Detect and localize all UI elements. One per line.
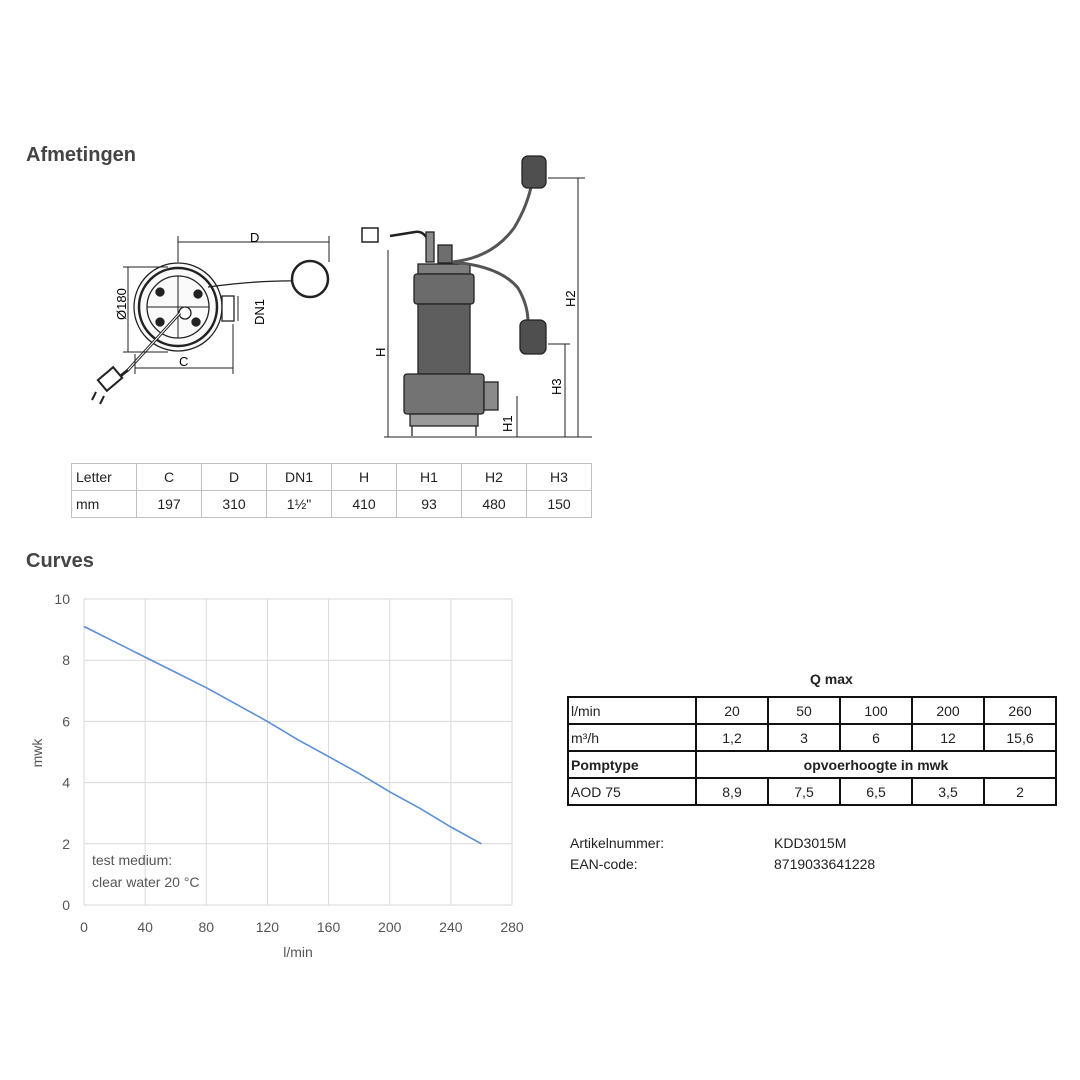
dim-value-cell: 480 [462, 491, 527, 518]
y-tick-label: 8 [62, 652, 70, 669]
x-tick-label: 280 [500, 919, 524, 935]
qmax-row-pomptype [568, 751, 1056, 778]
x-tick-label: 120 [255, 919, 280, 935]
qmax-cell: 3,5 [912, 778, 984, 805]
ean-value: 8719033641228 [774, 856, 876, 872]
dimensions-heading: Afmetingen [26, 144, 136, 166]
y-tick-label: 2 [62, 835, 70, 852]
label-h1: H1 [500, 415, 515, 432]
qmax-row-m3h [568, 724, 1056, 751]
qmax-cell: 7,5 [768, 778, 840, 805]
dim-header-cell: DN1 [267, 464, 332, 491]
qmax-cell: 6 [840, 724, 912, 751]
qmax-cell: 260 [984, 697, 1056, 724]
qmax-cell: 3 [768, 724, 840, 751]
qmax-cell: 200 [912, 697, 984, 724]
dim-header-cell: C [137, 464, 202, 491]
dim-value-cell: 310 [202, 491, 267, 518]
qmax-cell: 1,2 [696, 724, 768, 751]
qmax-title: Q max [810, 671, 853, 687]
label-h: H [373, 347, 388, 357]
y-tick-label: 4 [62, 774, 70, 791]
qmax-cell: 15,6 [984, 724, 1056, 751]
opvoerhoogte-label: opvoerhoogte in mwk [696, 751, 1056, 778]
label-d: D [250, 230, 260, 245]
dim-header-cell: Letter [72, 464, 137, 491]
label-h3: H3 [549, 378, 564, 395]
label-h2: H2 [563, 290, 578, 307]
x-tick-label: 40 [137, 919, 153, 935]
dim-header-cell: H2 [462, 464, 527, 491]
qmax-row-head: m³/h [568, 724, 696, 751]
x-axis-label: l/min [283, 944, 313, 960]
series-line [84, 627, 481, 844]
x-tick-labels [80, 919, 524, 935]
dim-value-cell: mm [72, 491, 137, 518]
chart-annotation-line-1: test medium: [92, 852, 173, 868]
x-tick-label: 160 [316, 919, 341, 935]
dim-value-cell: 150 [527, 491, 592, 518]
curves-heading: Curves [26, 550, 94, 572]
article-number-label: Artikelnummer: [570, 835, 665, 851]
qmax-row-head: l/min [568, 697, 696, 724]
qmax-cell: 50 [768, 697, 840, 724]
qmax-cell: 2 [984, 778, 1056, 805]
article-number-value: KDD3015M [774, 835, 847, 851]
x-tick-label: 200 [378, 919, 402, 935]
qmax-cell: 100 [840, 697, 912, 724]
pomptype-label: Pomptype [568, 751, 696, 778]
y-tick-label: 6 [62, 713, 70, 730]
pump-curve-chart [20, 585, 540, 970]
y-tick-label: 10 [54, 591, 70, 607]
chart-annotation-line-2: clear water 20 °C [92, 874, 200, 890]
label-c: C [179, 354, 189, 369]
y-tick-label: 0 [62, 897, 70, 913]
qmax-cell: 20 [696, 697, 768, 724]
qmax-row-aod75 [568, 778, 1056, 805]
x-tick-label: 80 [198, 919, 215, 935]
dimensions-value-row [72, 491, 592, 518]
x-tick-label: 0 [80, 919, 88, 935]
dim-header-cell: H [332, 464, 397, 491]
qmax-cell: 8,9 [696, 778, 768, 805]
y-axis-label: mwk [29, 738, 45, 768]
dim-value-cell: 410 [332, 491, 397, 518]
label-dn1: DN1 [252, 298, 267, 325]
dim-header-cell: D [202, 464, 267, 491]
dim-value-cell: 93 [397, 491, 462, 518]
dim-value-cell: 197 [137, 491, 202, 518]
x-tick-label: 240 [439, 919, 463, 935]
ean-label: EAN-code: [570, 856, 638, 872]
dimensions-table [71, 463, 592, 518]
dim-value-cell: 1½" [267, 491, 332, 518]
qmax-row-lmin [568, 697, 1056, 724]
pump-dimension-drawing [0, 150, 620, 450]
qmax-cell: 6,5 [840, 778, 912, 805]
qmax-cell: 12 [912, 724, 984, 751]
y-tick-labels [54, 591, 70, 913]
dimensions-header-row [72, 464, 592, 491]
label-diameter: Ø180 [114, 288, 129, 320]
dim-header-cell: H3 [527, 464, 592, 491]
qmax-table [567, 696, 1057, 806]
qmax-row-head: AOD 75 [568, 778, 696, 805]
pump-side-view [362, 156, 546, 436]
dim-header-cell: H1 [397, 464, 462, 491]
pump-top-view [92, 261, 328, 404]
